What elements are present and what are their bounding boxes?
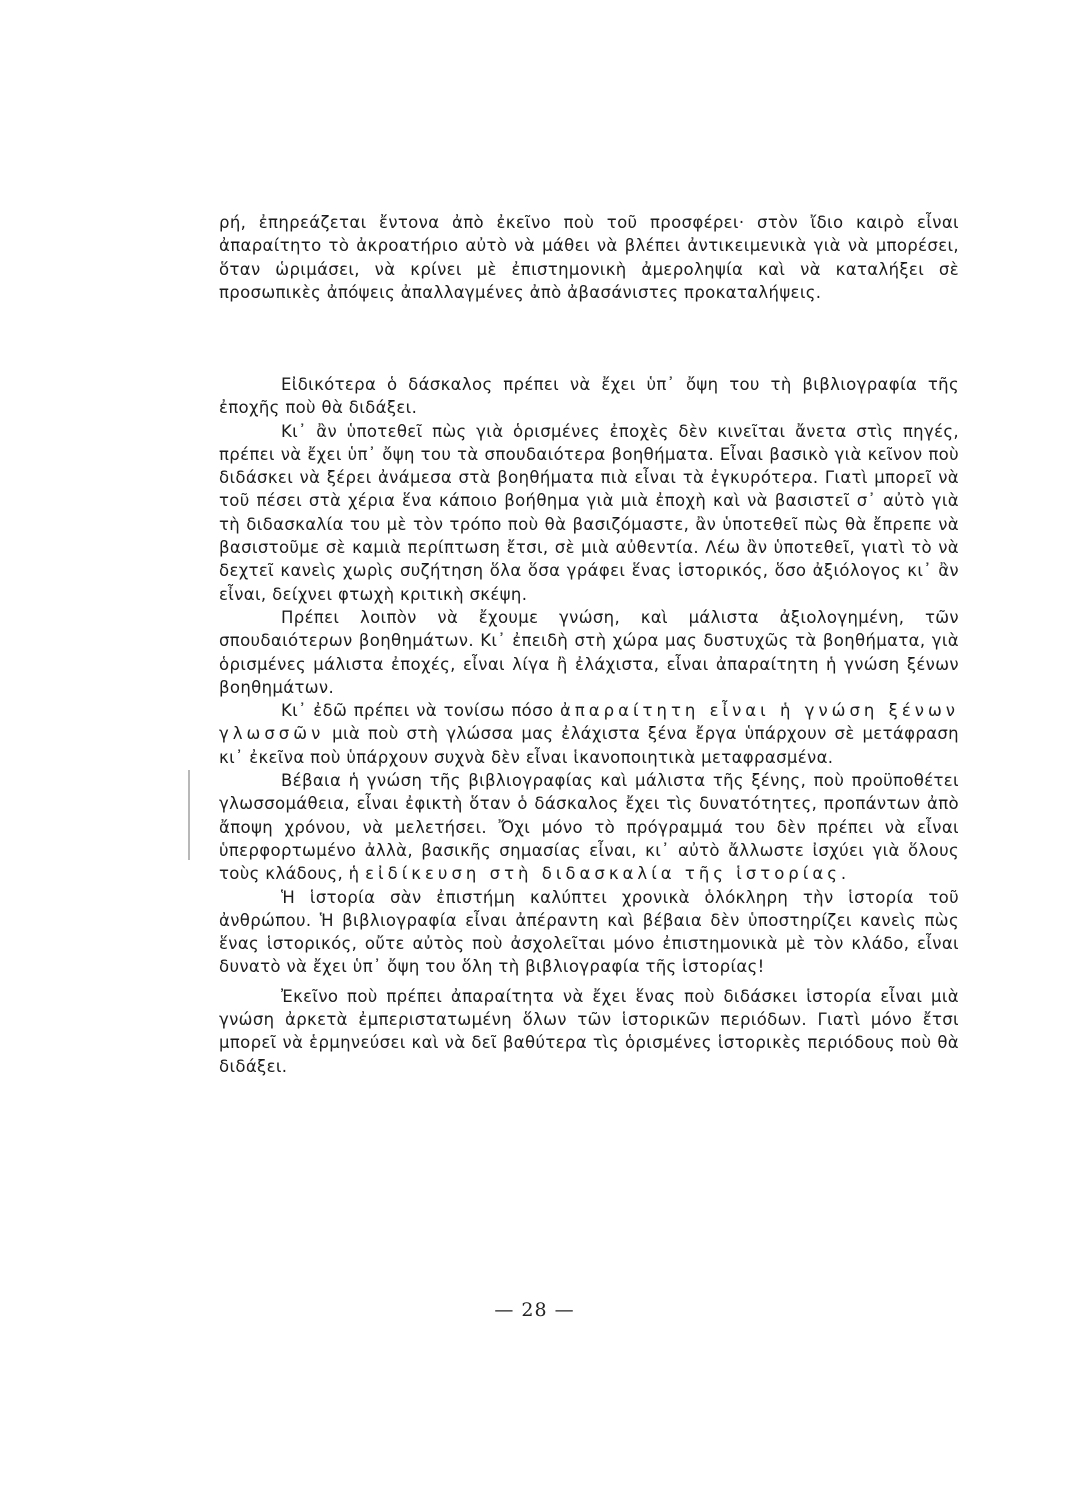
paragraph-sources-aids: Κι᾽ ἂν ὑποτεθεῖ πὼς γιὰ ὁρισμένες ἐποχὲς δὲν κινεῖται ἄνετα στὶς πηγές, πρέπει νὰ ἔχει ὑπ᾽ ὄψη του τὰ σπουδαιότερα βοηθήματα. Εἶναι βασικὸ γιὰ κεῖνον ποὺ διδάσκει νὰ ξέρει ἀνάμεσα στὰ βοηθήματα πιὰ εἶναι τὰ ἐγκυρότερα. Γιατὶ μπορεῖ νὰ τοῦ πέσει στὰ χέρια ἕνα κάποιο βοήθημα γιὰ μιὰ ἐποχὴ καὶ νὰ βασιστεῖ σ᾽ αὐτὸ γιὰ τὴ διδασκαλία του μὲ τὸν τρόπο ποὺ θὰ βασιζόμαστε, ἂν ὑποτεθεῖ πὼς θὰ ἔπρεπε νὰ βασιστοῦμε σὲ καμιὰ περίπτωση ἔτσι, σὲ μιὰ αὐθεντία. Λέω ἂν ὑποτεθεῖ, γιατὶ τὸ νὰ δεχτεῖ κανεὶς χωρὶς συζήτηση ὅλα ὅσα γράφει ἕνας ἱστορικός, ὅσο ἀξιόλογος κι᾽ ἂν εἶναι, δείχνει φτωχὴ κριτικὴ σκέψη. xyxy=(219,421,959,604)
page-number: — 28 — xyxy=(494,1299,575,1321)
continued-paragraph-block xyxy=(219,211,959,304)
paragraph-bibliography-era: Εἰδικότερα ὁ δάσκαλος πρέπει νὰ ἔχει ὑπ᾽ ὄψη του τὴ βιβλιογραφία τῆς ἐποχῆς ποὺ θὰ διδάξει. xyxy=(219,375,959,418)
paragraph-specialization xyxy=(219,769,959,885)
paragraph-foreign-languages-start: Κι᾽ ἐδῶ πρέπει νὰ τονίσω πόσο xyxy=(281,701,560,721)
body-text xyxy=(219,373,959,1078)
paragraph-specialization-end: . xyxy=(840,864,847,884)
paragraph-historical-periods: Ἐκεῖνο ποὺ πρέπει ἀπαραίτητα νὰ ἔχει ἕνας ποὺ διδάσκει ἱστορία εἶναι μιὰ γνώση ἀρκετὰ ἐμπεριστατωμένη ὅλων τῶν ἱστορικῶν περιόδων. Γιατὶ μόνο ἔτσι μπορεῖ νὰ ἑρμηνεύσει καὶ νὰ δεῖ βαθύτερα τὶς ὁρισμένες ἱστορικὲς περιόδους ποὺ θὰ διδάξει. xyxy=(219,986,959,1076)
emphasized-language-knowledge: ἀπαραίτητη εἶναι ἡ γνώση ξένων γλωσσῶν xyxy=(219,701,959,744)
paragraph-important-aids: Πρέπει λοιπὸν νὰ ἔχουμε γνώση, καὶ μάλιστα ἀξιολογημένη, τῶν σπουδαιότερων βοηθημάτων. Κι᾽ ἐπειδὴ στὴ χώρα μας δυστυχῶς τὰ βοηθήματα, γιὰ ὁρισμένες μάλιστα ἐποχές, εἶναι λίγα ἢ ἐλάχιστα, εἶναι ἀπαραίτητη ἡ γνώση ξένων βοηθημάτων. xyxy=(219,607,959,697)
paragraph-history-science: Ἡ ἱστορία σὰν ἐπιστήμη καλύπτει χρονικὰ ὁλόκληρη τὴν ἱστορία τοῦ ἀνθρώπου. Ἡ βιβλιογραφία εἶναι ἀπέραντη καὶ βέβαια δὲν ὑποστηρίζει κανεὶς πὼς ἕνας ἱστορικός, οὔτε αὐτὸς ποὺ ἀσχολεῖται μόνο ἐπιστημονικὰ μὲ τὸν κλάδο, εἶναι δυνατὸ νὰ ἔχει ὑπ᾽ ὄψη του ὅλη τὴ βιβλιογραφία τῆς ἱστορίας! xyxy=(219,887,959,977)
scan-margin-mark xyxy=(188,770,190,860)
paragraph-foreign-languages-end: μιὰ ποὺ στὴ γλώσσα μας ἐλάχιστα ξένα ἔργα ὑπάρχουν σὲ μετάφραση κι᾽ ἐκεῖνα ποὺ ὑπάρχουν συχνὰ δὲν εἶναι ἱκανοποιητικὰ μεταφρασμένα. xyxy=(219,724,959,767)
paragraph-foreign-languages xyxy=(219,699,959,769)
emphasized-specialization: εἰδίκευση στὴ διδασκαλία τῆς ἱστορίας xyxy=(365,864,841,884)
continued-paragraph: ρή, ἐπηρεάζεται ἔντονα ἀπὸ ἐκεῖνο ποὺ τοῦ προσφέρει· στὸν ἴδιο καιρὸ εἶναι ἀπαραίτητο τὸ ἀκροατήριο αὐτὸ νὰ μάθει νὰ βλέπει ἀντικειμενικὰ γιὰ νὰ μπορέσει, ὅταν ὡριμάσει, νὰ κρίνει μὲ ἐπιστημονικὴ ἀμεροληψία καὶ νὰ καταλήξει σὲ προσωπικὲς ἀπόψεις ἀπαλλαγμένες ἀπὸ ἀβασάνιστες προκαταλήψεις. xyxy=(219,213,959,302)
paragraph-specialization-start: Βέβαια ἡ γνώση τῆς βιβλιογραφίας καὶ μάλιστα τῆς ξένης, ποὺ προϋποθέτει γλωσσομάθεια, εἶναι ἐφικτὴ ὅταν ὁ δάσκαλος ἔχει τὶς δυνατότητες, προπάντων ἀπὸ ἄποψη χρόνου, νὰ μελετήσει. Ὄχι μόνο τὸ πρόγραμμά του δὲν πρέπει νὰ εἶναι ὑπερφορτωμένο ἀλλὰ, βασικῆς σημασίας εἶναι, κι᾽ αὐτὸ ἄλλωστε ἰσχύει γιὰ ὅλους τοὺς κλάδους, ἡ xyxy=(219,771,959,884)
